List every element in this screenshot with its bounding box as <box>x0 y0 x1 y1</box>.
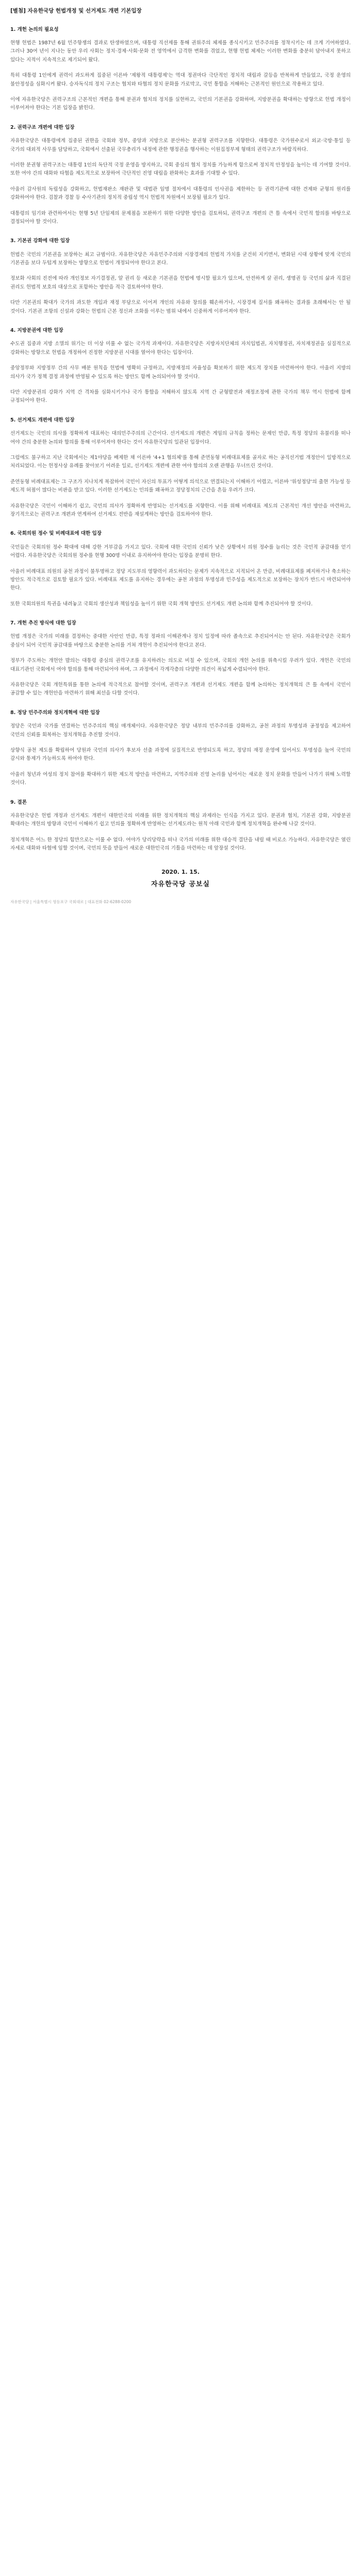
paragraph: 대통령의 임기와 관련하여서는 현행 5년 단임제의 문제점을 보완하기 위한 다양한 방안을 검토하되, 권력구조 개편의 큰 틀 속에서 국민적 합의를 바탕으로 결정되어야 할 것이다. <box>10 210 351 225</box>
section <box>10 26 351 113</box>
paragraph: 정당은 국민과 국가를 연결하는 민주주의의 핵심 매개체이다. 자유한국당은 정당 내부의 민주주의를 강화하고, 공천 과정의 투명성과 공정성을 제고하여 국민의 신뢰를 회복하는 정치개혁을 추진할 것이다. <box>10 723 351 738</box>
section <box>10 124 351 227</box>
paragraph: 정치개혁은 어느 한 정당의 힘만으로는 이룰 수 없다. 여야가 당리당략을 떠나 국가의 미래를 위한 대승적 결단을 내릴 때 비로소 가능하다. 자유한국당은 열린 자세로 대화와 타협에 임할 것이며, 국민의 뜻을 받들어 새로운 대한민국의 기틀을 마련하는 데 앞장설 것이다. <box>10 837 351 852</box>
section <box>10 417 351 519</box>
section-heading: 4. 지방분권에 대한 입장 <box>10 328 63 334</box>
document-page <box>0 0 361 920</box>
section <box>10 799 351 853</box>
paragraph: 아울러 비례대표 의원의 공천 과정이 불투명하고 정당 지도부의 영향력이 과도하다는 문제가 지속적으로 지적되어 온 만큼, 비례대표제를 폐지하거나 축소하는 방안도 적극적으로 검토할 필요가 있다. 비례대표 제도를 유지하는 경우에는 공천 과정의 투명성과 민주성을 제도적으로 보장하는 장치가 반드시 마련되어야 한다. <box>10 568 351 591</box>
document-body <box>10 26 351 853</box>
paragraph: 이러한 분권형 권력구조는 대통령 1인의 독단적 국정 운영을 방지하고, 국회 중심의 협치 정치를 가능하게 함으로써 정치적 안정성을 높이는 데 기여할 것이다. 또한 여야 간의 대화와 타협을 제도적으로 보장하여 극단적인 진영 대립을 완화하는 효과를 기대할 수 있다. <box>10 162 351 177</box>
section <box>10 327 351 405</box>
section-heading: 3. 기본권 강화에 대한 입장 <box>10 238 70 244</box>
issuing-organization: 자유한국당 공보실 <box>151 880 210 888</box>
paragraph: 아울러 감사원의 독립성을 강화하고, 헌법재판소 재판관 및 대법관 임명 절차에서 대통령의 인사권을 제한하는 등 권력기관에 대한 견제와 균형의 원리를 강화하여야 한다. 검찰과 경찰 등 수사기관의 정치적 중립성 역시 헌법적 차원에서 보장될 필요가 있다. <box>10 186 351 201</box>
paragraph: 자유한국당은 대통령에게 집중된 권한을 국회와 정부, 중앙과 지방으로 분산하는 분권형 권력구조를 지향한다. 대통령은 국가원수로서 외교·국방·통일 등 국가의 대외적 사무를 담당하고, 국회에서 선출된 국무총리가 내정에 관한 행정권을 행사하는 이원집정부제 형태의 권력구조가 바람직하다. <box>10 138 351 152</box>
section <box>10 709 351 788</box>
paragraph: 자유한국당은 국회 개헌특위를 통한 논의에 적극적으로 참여할 것이며, 권력구조 개편과 선거제도 개편을 함께 논의하는 정치개혁의 큰 틀 속에서 국민이 공감할 수 있는 개헌안을 마련하기 위해 최선을 다할 것이다. <box>10 682 351 697</box>
paragraph: 중앙정부와 지방정부 간의 사무 배분 원칙을 헌법에 명확히 규정하고, 지방재정의 자율성을 확보하기 위한 제도적 장치를 마련하여야 한다. 아울러 지방의 의사가 국가 정책 결정 과정에 반영될 수 있도록 하는 방안도 함께 논의되어야 할 것이다. <box>10 365 351 380</box>
section-heading: 7. 개헌 추진 방식에 대한 입장 <box>10 620 76 626</box>
paragraph: 또한 국회의원의 특권을 내려놓고 국회의 생산성과 책임성을 높이기 위한 국회 개혁 방안도 선거제도 개편 논의와 함께 추진되어야 할 것이다. <box>10 601 313 607</box>
paragraph: 다만 지방분권의 강화가 지역 간 격차를 심화시키거나 국가 통합을 저해하지 않도록 지역 간 균형발전과 재정조정에 관한 국가의 책무 역시 헌법에 함께 규정되어야 한다. <box>10 389 351 404</box>
paragraph: 준연동형 비례대표제는 그 구조가 지나치게 복잡하여 국민이 자신의 투표가 어떻게 의석으로 연결되는지 이해하기 어렵고, 이른바 '위성정당'의 출현 가능성 등 제도적 허점이 많다는 비판을 받고 있다. 이러한 선거제도는 민의를 왜곡하고 정당정치의 근간을 흔들 우려가 크다. <box>10 479 351 494</box>
paragraph: 수도권 집중과 지방 소멸의 위기는 더 이상 미룰 수 없는 국가적 과제이다. 자유한국당은 지방자치단체의 자치입법권, 자치행정권, 자치재정권을 실질적으로 강화하는 방향으로 헌법을 개정하여 진정한 지방분권 시대를 열어야 한다는 입장이다. <box>10 341 351 355</box>
document-title: [별첨] 자유한국당 헌법개정 및 선거제도 개편 기본입장 <box>10 8 142 14</box>
section-heading: 1. 개헌 논의의 필요성 <box>10 26 59 32</box>
paragraph: 다만 기본권의 확대가 국가의 과도한 개입과 재정 부담으로 이어져 개인의 자유와 창의를 훼손하거나, 시장경제 질서를 왜곡하는 결과를 초래해서는 안 될 것이다. 기본권 조항의 신설과 강화는 헌법의 근본 정신과 조화를 이루는 범위 내에서 신중하게 이루어져야 한다. <box>10 300 351 314</box>
paragraph: 특히 대통령 1인에게 권력이 과도하게 집중된 이른바 '제왕적 대통령제'는 역대 정권마다 극단적인 정치적 대립과 갈등을 반복하게 만들었고, 국정 운영의 불안정성을 심화시켜 왔다. 승자독식의 정치 구조는 협치와 타협의 정치 문화를 가로막고, 국민 통합을 저해하는 근본적인 원인으로 작용하고 있다. <box>10 73 351 87</box>
paragraph: 그럼에도 불구하고 지난 국회에서는 제1야당을 배제한 채 이른바 '4+1 협의체'를 통해 준연동형 비례대표제를 골자로 하는 공직선거법 개정안이 일방적으로 처리되었다. 이는 헌정사상 유례를 찾아보기 어려운 일로, 선거제도 개편에 관한 여야 합의의 오랜 관행을 무너뜨린 것이다. <box>10 454 351 469</box>
section-heading: 2. 권력구조 개편에 대한 입장 <box>10 124 75 130</box>
paragraph: 선거제도는 국민의 의사를 정확하게 대표하는 대의민주주의의 근간이다. 선거제도의 개편은 게임의 규칙을 정하는 문제인 만큼, 특정 정당의 유불리를 떠나 여야 간의 충분한 논의와 합의를 통해 이루어져야 한다는 것이 자유한국당의 일관된 입장이다. <box>10 431 351 445</box>
paragraph: 헌법 개정은 국가의 미래를 결정하는 중대한 사안인 만큼, 특정 정파의 이해관계나 정치 일정에 따라 졸속으로 추진되어서는 안 된다. 자유한국당은 국회가 중심이 되어 국민적 공감대를 바탕으로 충분한 논의를 거쳐 개헌이 추진되어야 한다고 본다. <box>10 634 351 648</box>
paragraph: 정부가 주도하는 개헌안 발의는 대통령 중심의 권력구조를 유지하려는 의도로 비칠 수 있으며, 국회의 개헌 논의를 위축시킬 우려가 있다. 개헌은 국민의 대표기관인 국회에서 여야 합의를 통해 마련되어야 하며, 그 과정에서 각계각층의 다양한 의견이 폭넓게 수렴되어야 한다. <box>10 658 351 672</box>
paragraph: 이에 자유한국당은 권력구조의 근본적인 개편을 통해 분권과 협치의 정치를 실현하고, 국민의 기본권을 강화하며, 지방분권을 확대하는 방향으로 헌법 개정이 이루어져야 한다는 기본 입장을 밝힌다. <box>10 97 351 111</box>
paragraph: 자유한국당은 국민이 이해하기 쉽고, 국민의 의사가 정확하게 반영되는 선거제도를 지향한다. 이를 위해 비례대표 제도의 근본적인 개선 방안을 마련하고, 장기적으로는 권력구조 개편과 연계하여 선거제도 전반을 재설계하는 방안을 검토하여야 한다. <box>10 503 351 517</box>
section-heading: 9. 결론 <box>10 799 27 805</box>
paragraph: 현행 헌법은 1987년 6월 민주항쟁의 결과로 탄생하였으며, 대통령 직선제를 통해 권위주의 체제를 종식시키고 민주주의를 정착시키는 데 크게 기여하였다. 그러나 30여 년이 지나는 동안 우리 사회는 정치·경제·사회·문화 전 영역에서 급격한 변화를 겪었고, 현행 헌법 체제는 이러한 변화를 충분히 담아내지 못하고 있다는 지적이 지속적으로 제기되어 왔다. <box>10 40 351 63</box>
paragraph: 국민들은 국회의원 정수 확대에 대해 강한 거부감을 가지고 있다. 국회에 대한 국민의 신뢰가 낮은 상황에서 의원 정수를 늘리는 것은 국민적 공감대를 얻기 어렵다. 자유한국당은 국회의원 정수를 현행 300명 이내로 유지하여야 한다는 입장을 분명히 한다. <box>10 544 351 559</box>
section-heading: 6. 국회의원 정수 및 비례대표에 대한 입장 <box>10 531 102 537</box>
section <box>10 620 351 698</box>
paragraph: 자유한국당은 헌법 개정과 선거제도 개편이 대한민국의 미래를 위한 정치개혁의 핵심 과제라는 인식을 가지고 있다. 분권과 협치, 기본권 강화, 지방분권 확대라는 개헌의 방향과 국민이 이해하기 쉽고 민의를 정확하게 반영하는 선거제도라는 원칙 아래 국민과 함께 정치개혁을 완수해 나갈 것이다. <box>10 812 351 827</box>
paragraph: 아울러 청년과 여성의 정치 참여를 확대하기 위한 제도적 방안을 마련하고, 지역주의와 진영 논리를 넘어서는 새로운 정치 문화를 만들어 나가기 위해 노력할 것이다. <box>10 771 351 786</box>
footer-contact-info: 자유한국당 | 서울특별시 영등포구 국회대로 | 대표전화 02-6288-0200 <box>10 899 132 904</box>
paragraph: 상향식 공천 제도를 확립하여 당원과 국민의 의사가 후보자 선출 과정에 실질적으로 반영되도록 하고, 정당의 재정 운영에 있어서도 투명성을 높여 국민의 감시와 통제가 가능하도록 하여야 한다. <box>10 747 351 762</box>
section <box>10 238 351 316</box>
paragraph: 정보화 사회의 진전에 따라 개인정보 자기결정권, 알 권리 등 새로운 기본권을 헌법에 명시할 필요가 있으며, 안전하게 살 권리, 생명권 등 국민의 삶과 직결된 권리도 헌법적 보호의 대상으로 포함하는 방안을 적극 검토하여야 한다. <box>10 276 351 290</box>
section <box>10 530 351 608</box>
release-date: 2020. 1. 15. <box>161 868 200 875</box>
section-heading: 8. 정당 민주주의와 정치개혁에 대한 입장 <box>10 709 100 716</box>
paragraph: 헌법은 국민의 기본권을 보장하는 최고 규범이다. 자유한국당은 자유민주주의와 시장경제의 헌법적 가치를 굳건히 지키면서, 변화된 시대 상황에 맞게 국민의 기본권을 보다 두텁게 보장하는 방향으로 헌법이 개정되어야 한다고 본다. <box>10 251 351 266</box>
section-heading: 5. 선거제도 개편에 대한 입장 <box>10 417 75 423</box>
